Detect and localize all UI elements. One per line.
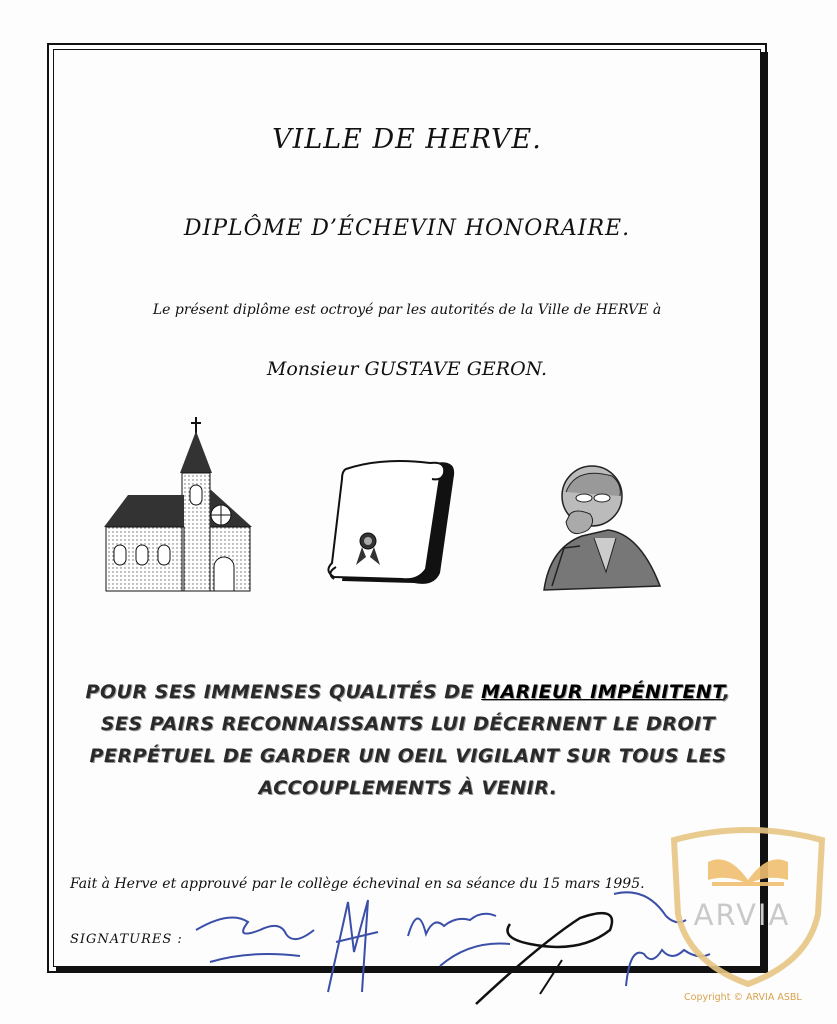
- arvia-brand-text: ARVIA: [693, 898, 791, 932]
- citation-part-2: , SES PAIRS RECONNAISSANTS LUI DÉCERNENT LE DROIT PERPÉTUEL DE GARDER UN OEIL VIGILANT SUR TOUS LES ACCOUPLEMENTS À VENIR.: [89, 681, 731, 799]
- old-man-icon: [536, 462, 666, 594]
- copyright-notice: Copyright © ARVIA ASBL: [684, 992, 802, 1003]
- signature-1: [190, 900, 320, 970]
- certificate-subtitle: DIPLÔME D’ÉCHEVIN HONORAIRE.: [183, 216, 631, 241]
- citation-emphasis: MARIEUR IMPÉNITENT: [481, 681, 723, 703]
- certificate-title: VILLE DE HERVE.: [272, 124, 542, 155]
- certificate-citation: [78, 676, 738, 804]
- scroll-icon: [322, 455, 462, 595]
- certificate-intro: Le présent diplôme est octroyé par les autorités de la Ville de HERVE à: [152, 302, 662, 318]
- signatures-label: SIGNATURES :: [70, 932, 183, 947]
- certificate-footer: Fait à Herve et approuvé par le collège échevinal en sa séance du 15 mars 1995.: [70, 876, 645, 892]
- signature-2: [318, 892, 388, 1002]
- citation-part-1: POUR SES IMMENSES QUALITÉS DE: [85, 681, 482, 703]
- recipient-name: Monsieur GUSTAVE GERON.: [266, 358, 548, 380]
- church-icon: [100, 415, 260, 595]
